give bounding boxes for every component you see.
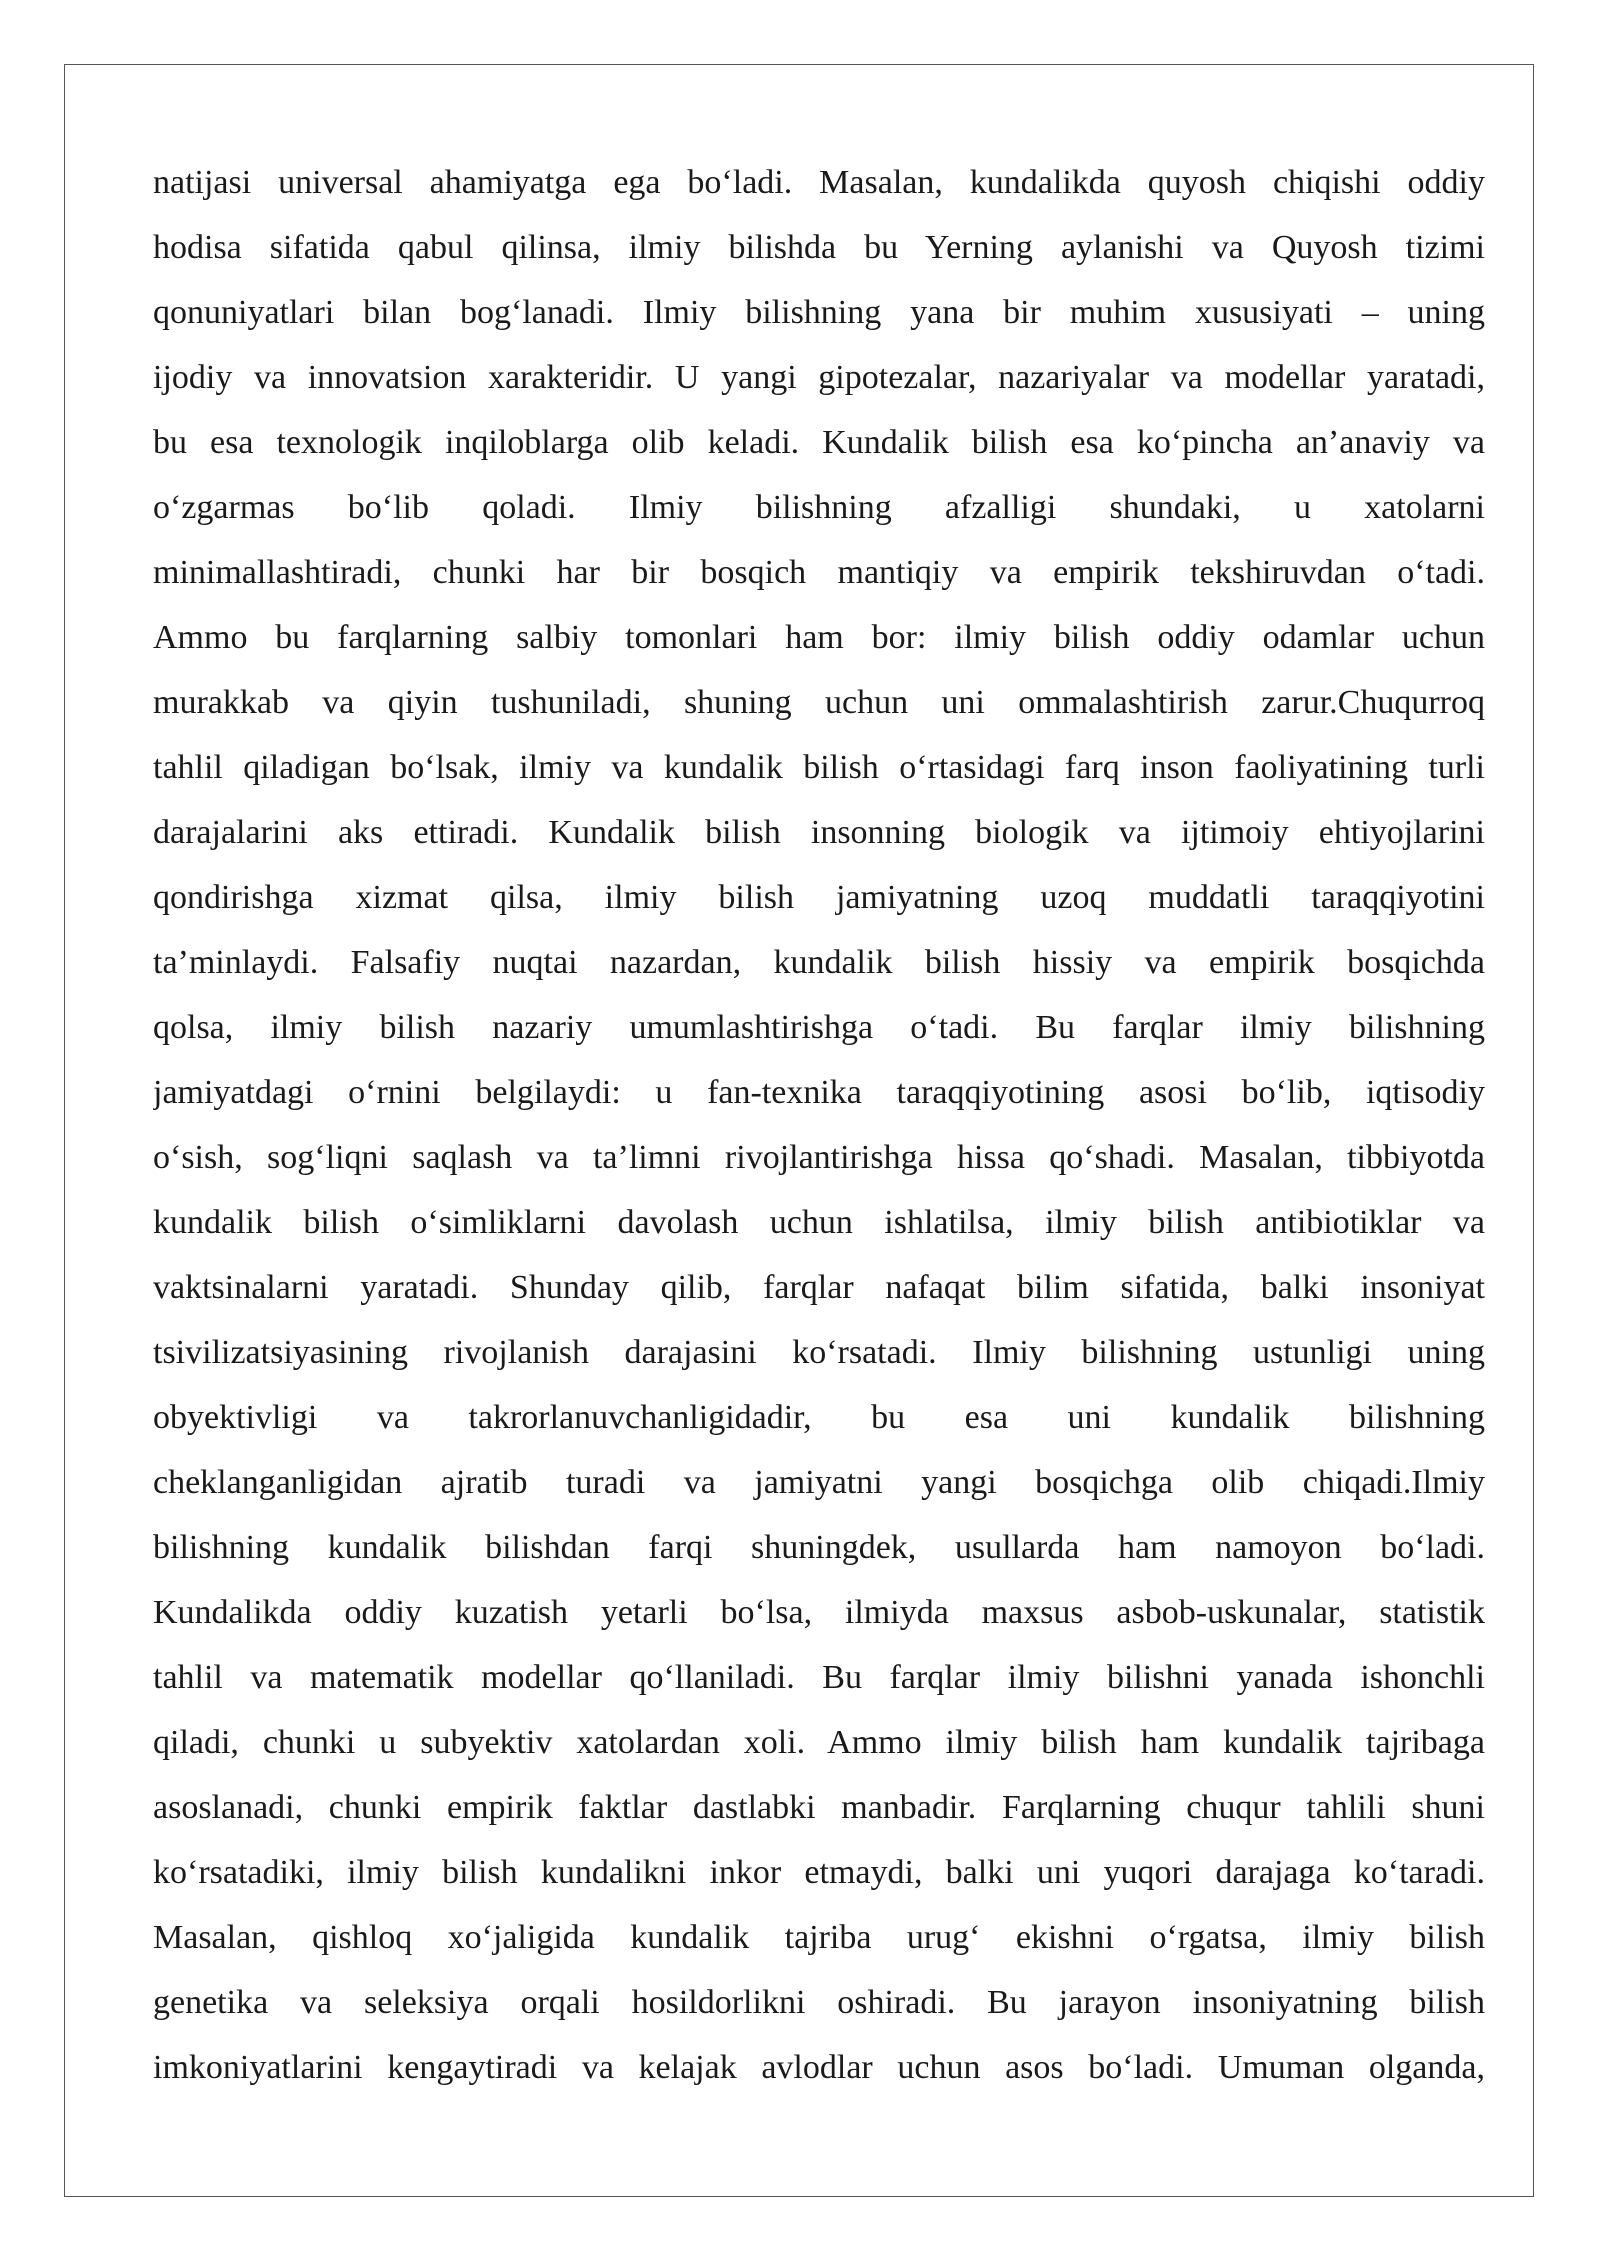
text-line: vaktsinalarni yaratadi. Shunday qilib, farqlar nafaqat bilim sifatida, balki insoniyat [153,1269,1485,1306]
text-line: o‘sish, sog‘liqni saqlash va ta’limni rivojlantirishga hissa qo‘shadi. Masalan, tibbiyotda [153,1139,1485,1176]
text-line: Kundalikda oddiy kuzatish yetarli bo‘lsa, ilmiyda maxsus asbob-uskunalar, statistik [153,1594,1485,1631]
text-line: tahlil va matematik modellar qo‘llaniladi. Bu farqlar ilmiy bilishni yanada ishonchli [153,1659,1485,1696]
text-line: cheklanganligidan ajratib turadi va jamiyatni yangi bosqichga olib chiqadi.Ilmiy [153,1464,1485,1501]
text-line: tsivilizatsiyasining rivojlanish darajasini ko‘rsatadi. Ilmiy bilishning ustunligi uning [153,1334,1485,1371]
document-body [153,150,1485,2100]
text-line: genetika va seleksiya orqali hosildorlikni oshiradi. Bu jarayon insoniyatning bilish [153,1984,1485,2021]
text-line: qolsa, ilmiy bilish nazariy umumlashtirishga o‘tadi. Bu farqlar ilmiy bilishning [153,1009,1485,1046]
text-line: qondirishga xizmat qilsa, ilmiy bilish jamiyatning uzoq muddatli taraqqiyotini [153,879,1485,916]
text-line: ko‘rsatadiki, ilmiy bilish kundalikni inkor etmaydi, balki uni yuqori darajaga ko‘taradi. [153,1854,1485,1891]
text-line: kundalik bilish o‘simliklarni davolash uchun ishlatilsa, ilmiy bilish antibiotiklar va [153,1204,1485,1241]
text-line: natijasi universal ahamiyatga ega bo‘ladi. Masalan, kundalikda quyosh chiqishi oddiy [153,164,1485,201]
text-line: bilishning kundalik bilishdan farqi shuningdek, usullarda ham namoyon bo‘ladi. [153,1529,1485,1566]
text-line: Masalan, qishloq xo‘jaligida kundalik tajriba urug‘ ekishni o‘rgatsa, ilmiy bilish [153,1919,1485,1956]
text-line: minimallashtiradi, chunki har bir bosqich mantiqiy va empirik tekshiruvdan o‘tadi. [153,554,1485,591]
text-line: bu esa texnologik inqiloblarga olib keladi. Kundalik bilish esa ko‘pincha an’anaviy va [153,424,1485,461]
text-line: darajalarini aks ettiradi. Kundalik bilish insonning biologik va ijtimoiy ehtiyojlarini [153,814,1485,851]
text-line: imkoniyatlarini kengaytiradi va kelajak avlodlar uchun asos bo‘ladi. Umuman olganda, [153,2049,1485,2086]
text-line: obyektivligi va takrorlanuvchanligidadir, bu esa uni kundalik bilishning [153,1399,1485,1436]
text-line: Ammo bu farqlarning salbiy tomonlari ham bor: ilmiy bilish oddiy odamlar uchun [153,619,1485,656]
text-line: hodisa sifatida qabul qilinsa, ilmiy bilishda bu Yerning aylanishi va Quyosh tizimi [153,229,1485,266]
text-line: qonuniyatlari bilan bog‘lanadi. Ilmiy bilishning yana bir muhim xususiyati – uning [153,294,1485,331]
text-line: jamiyatdagi o‘rnini belgilaydi: u fan-texnika taraqqiyotining asosi bo‘lib, iqtisodiy [153,1074,1485,1111]
text-line: ta’minlaydi. Falsafiy nuqtai nazardan, kundalik bilish hissiy va empirik bosqichda [153,944,1485,981]
text-line: asoslanadi, chunki empirik faktlar dastlabki manbadir. Farqlarning chuqur tahlili shuni [153,1789,1485,1826]
text-line: murakkab va qiyin tushuniladi, shuning uchun uni ommalashtirish zarur.Chuqurroq [153,684,1485,721]
text-line: tahlil qiladigan bo‘lsak, ilmiy va kundalik bilish o‘rtasidagi farq inson faoliyatining turli [153,749,1485,786]
text-line: qiladi, chunki u subyektiv xatolardan xoli. Ammo ilmiy bilish ham kundalik tajribaga [153,1724,1485,1761]
text-line: ijodiy va innovatsion xarakteridir. U yangi gipotezalar, nazariyalar va modellar yaratadi, [153,359,1485,396]
text-line: o‘zgarmas bo‘lib qoladi. Ilmiy bilishning afzalligi shundaki, u xatolarni [153,489,1485,526]
